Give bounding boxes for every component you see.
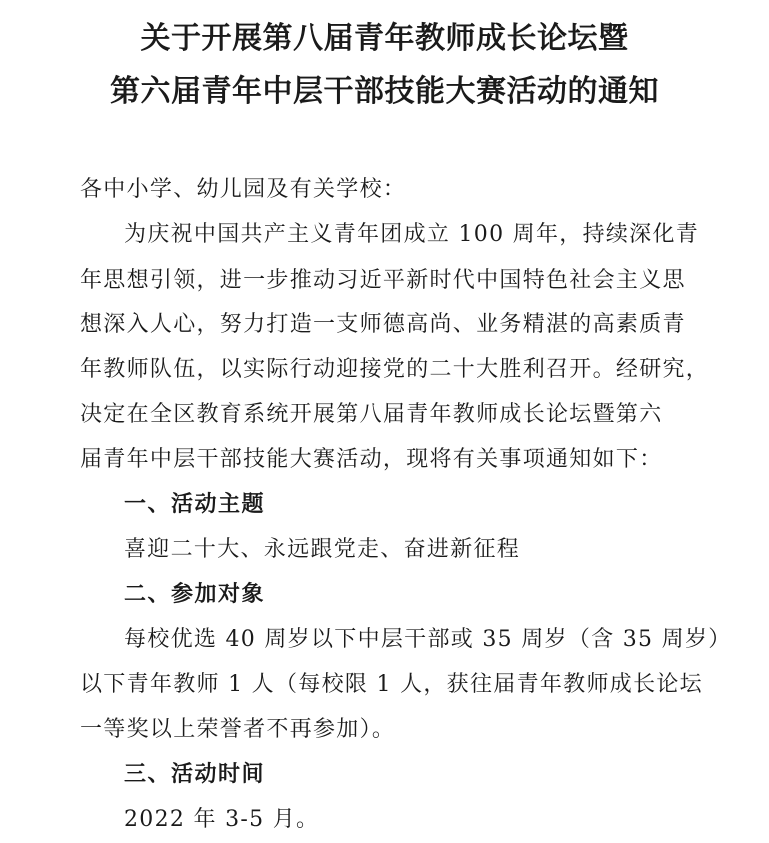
section-theme-text: 喜迎二十大、永远跟党走、奋进新征程 — [124, 537, 521, 562]
section-participants-line: 以下青年教师 1 人（每校限 1 人，获往届青年教师成长论坛 — [80, 672, 703, 697]
intro-paragraph-line: 为庆祝中国共产主义青年团成立 100 周年，持续深化青 — [124, 222, 700, 247]
intro-paragraph-line: 想深入人心，努力打造一支师德高尚、业务精湛的高素质青 — [80, 312, 686, 337]
section-participants-line: 每校优选 40 周岁以下中层干部或 35 周岁（含 35 周岁） — [124, 627, 732, 652]
document-title-line-2: 第六届青年中层干部技能大赛活动的通知 — [110, 74, 659, 109]
section-time-text: 2022 年 3-5 月。 — [124, 807, 320, 832]
section-heading-participants: 二、参加对象 — [124, 582, 266, 607]
section-participants-line: 一等奖以上荣誉者不再参加）。 — [80, 717, 396, 742]
intro-paragraph-line: 年教师队伍，以实际行动迎接党的二十大胜利召开。经研究， — [80, 357, 710, 382]
intro-paragraph-line: 届青年中层干部技能大赛活动，现将有关事项通知如下： — [80, 447, 663, 472]
intro-paragraph-line: 年思想引领，进一步推动习近平新时代中国特色社会主义思 — [80, 268, 686, 293]
section-heading-time: 三、活动时间 — [124, 762, 266, 787]
salutation: 各中小学、幼儿园及有关学校： — [80, 177, 407, 202]
intro-paragraph-line: 决定在全区教育系统开展第八届青年教师成长论坛暨第六 — [80, 402, 663, 427]
document-title-line-1: 关于开展第八届青年教师成长论坛暨 — [140, 21, 629, 56]
section-heading-theme: 一、活动主题 — [124, 492, 266, 517]
